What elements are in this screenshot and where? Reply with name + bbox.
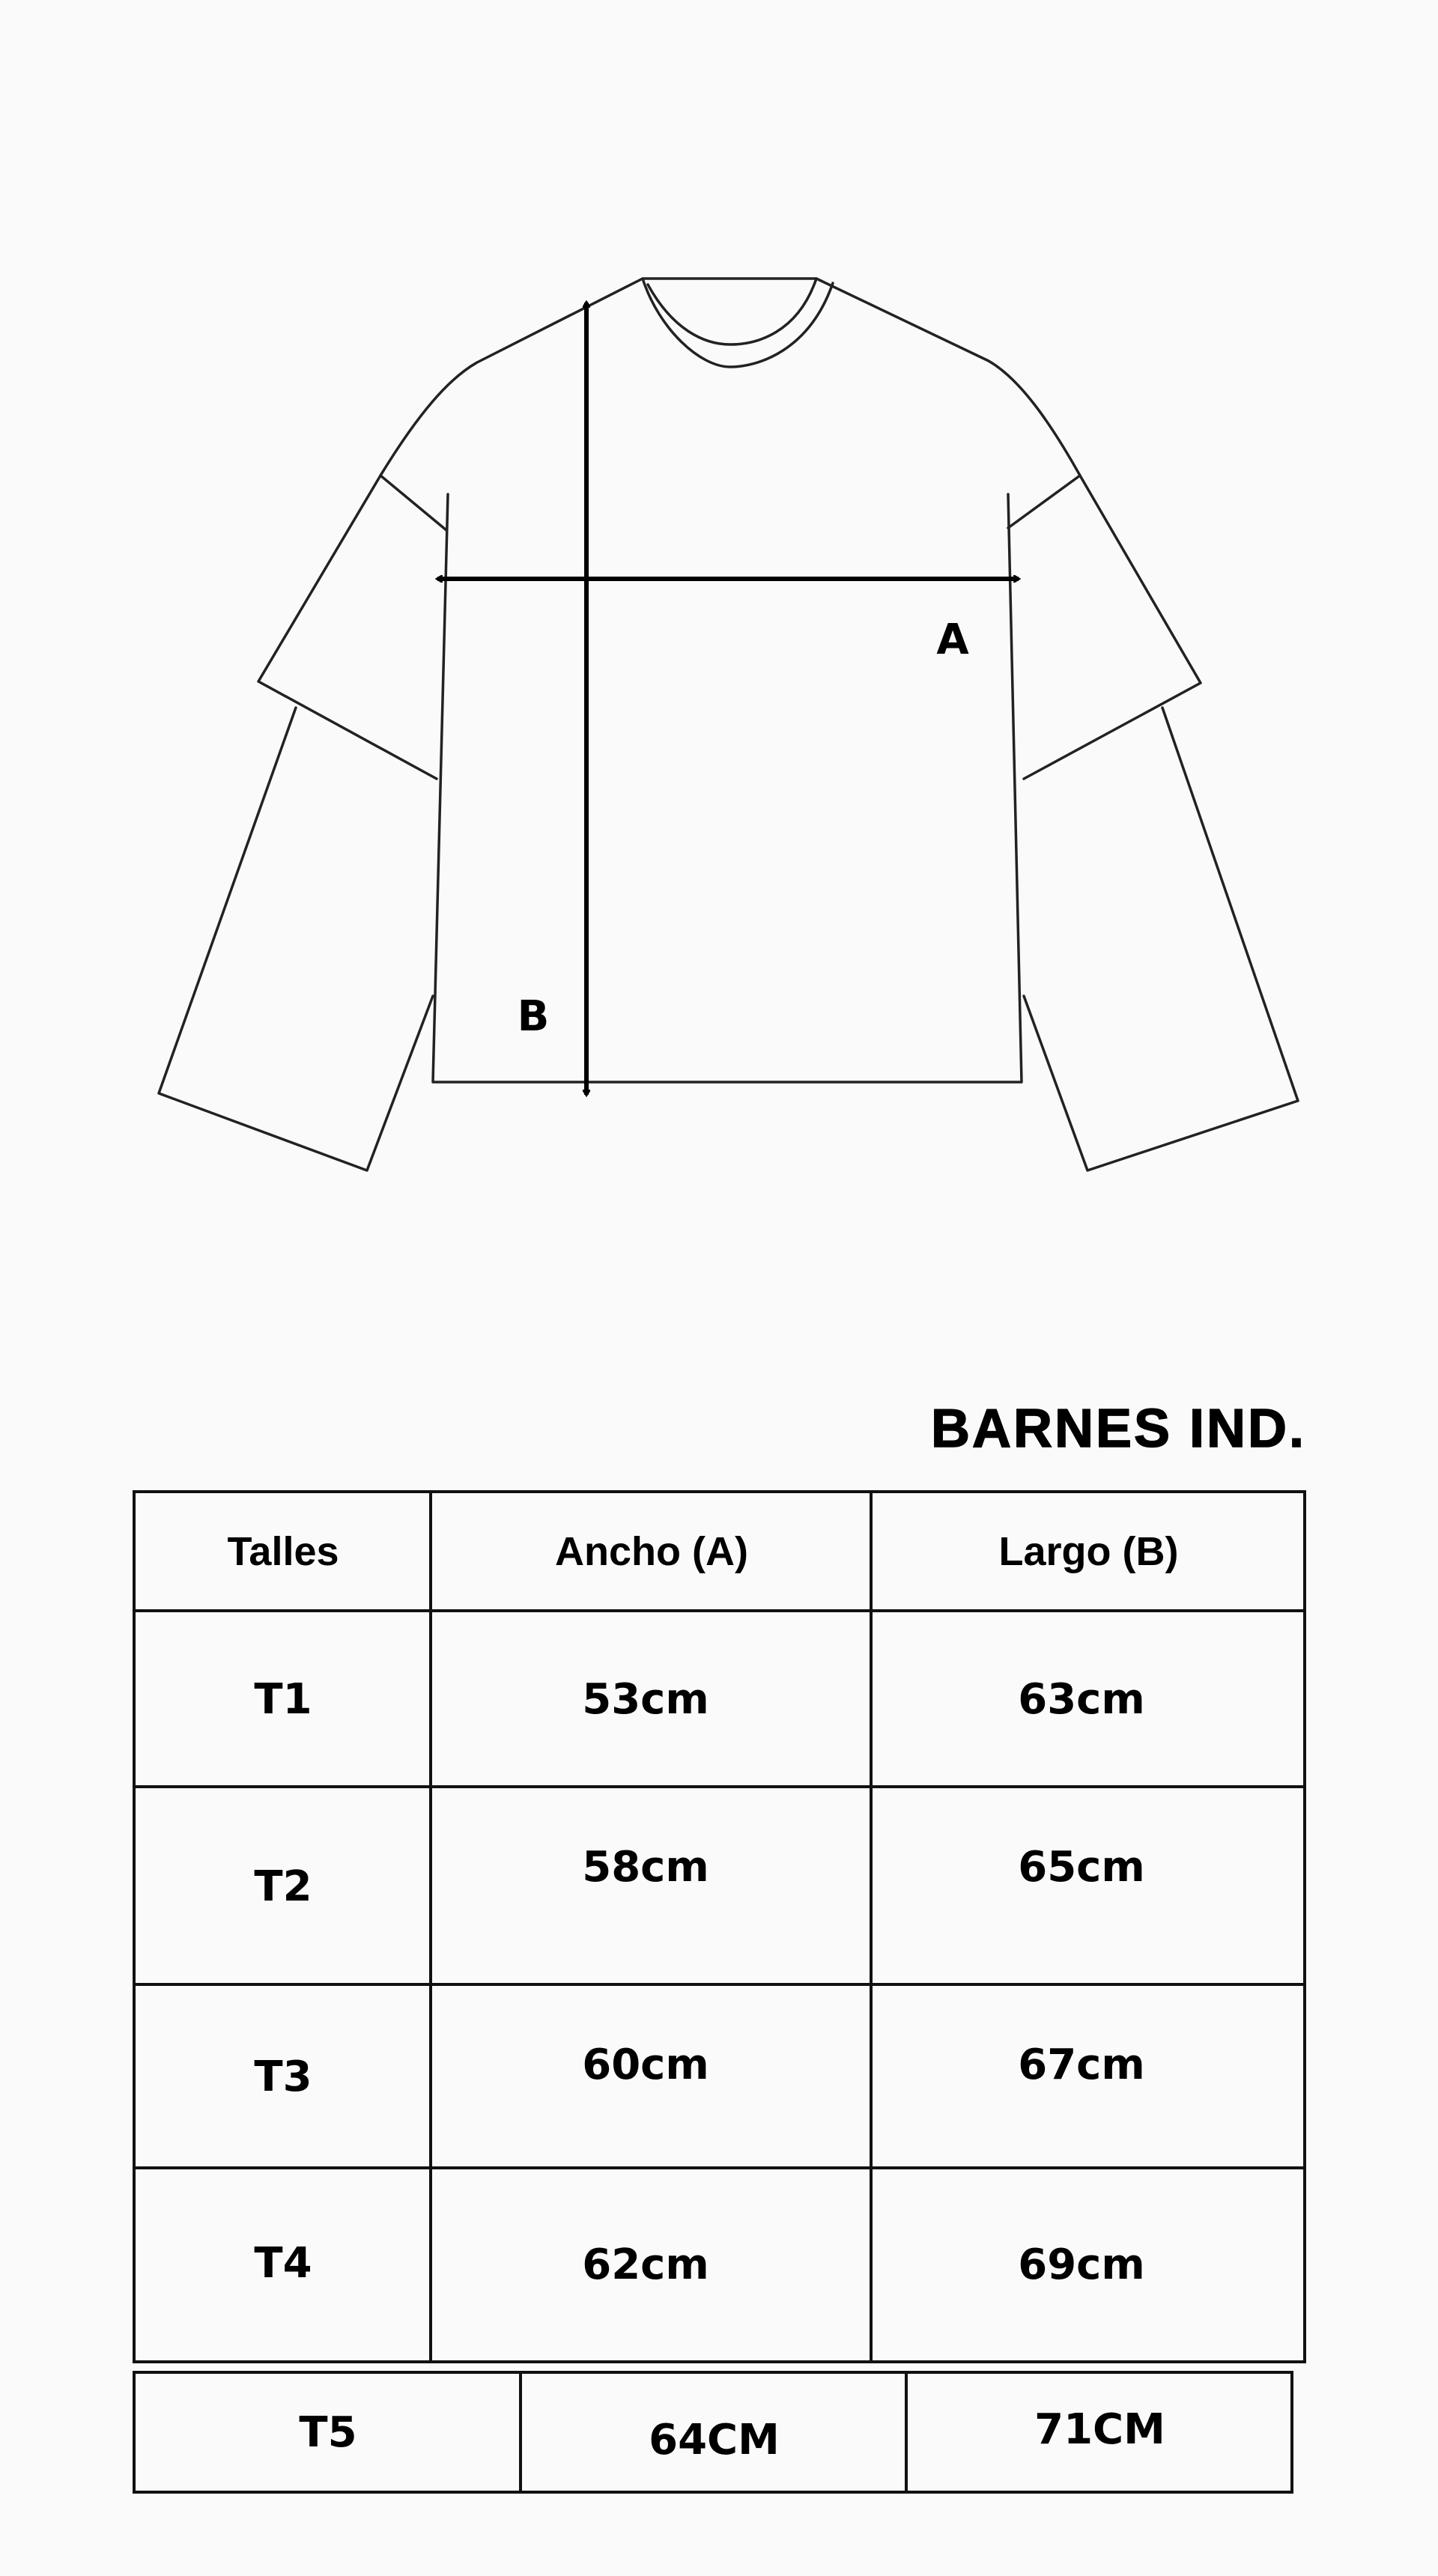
largo-cell: 63cm	[1018, 1675, 1145, 1724]
header-ancho: Ancho (A)	[555, 1528, 748, 1574]
ancho-cell: 62cm	[582, 2241, 709, 2289]
largo-cell: 65cm	[1018, 1842, 1145, 1892]
header-largo: Largo (B)	[998, 1528, 1179, 1574]
ancho-cell: 64CM	[649, 2415, 780, 2464]
largo-cell: 71CM	[1034, 2405, 1165, 2454]
size-cell: T5	[299, 2408, 357, 2457]
brand-name: BARNES IND.	[930, 1399, 1306, 1459]
label-a: A	[936, 616, 969, 664]
header-talles: Talles	[227, 1528, 339, 1574]
size-cell: T3	[254, 2053, 312, 2101]
size-cell: T2	[254, 1862, 312, 1911]
largo-cell: 69cm	[1018, 2241, 1145, 2289]
size-cell: T1	[254, 1675, 312, 1724]
size-cell: T4	[254, 2238, 312, 2288]
ancho-cell: 53cm	[582, 1675, 709, 1724]
label-b: B	[517, 992, 550, 1041]
ancho-cell: 58cm	[582, 1842, 709, 1892]
largo-cell: 67cm	[1018, 2040, 1145, 2089]
ancho-cell: 60cm	[582, 2040, 709, 2089]
